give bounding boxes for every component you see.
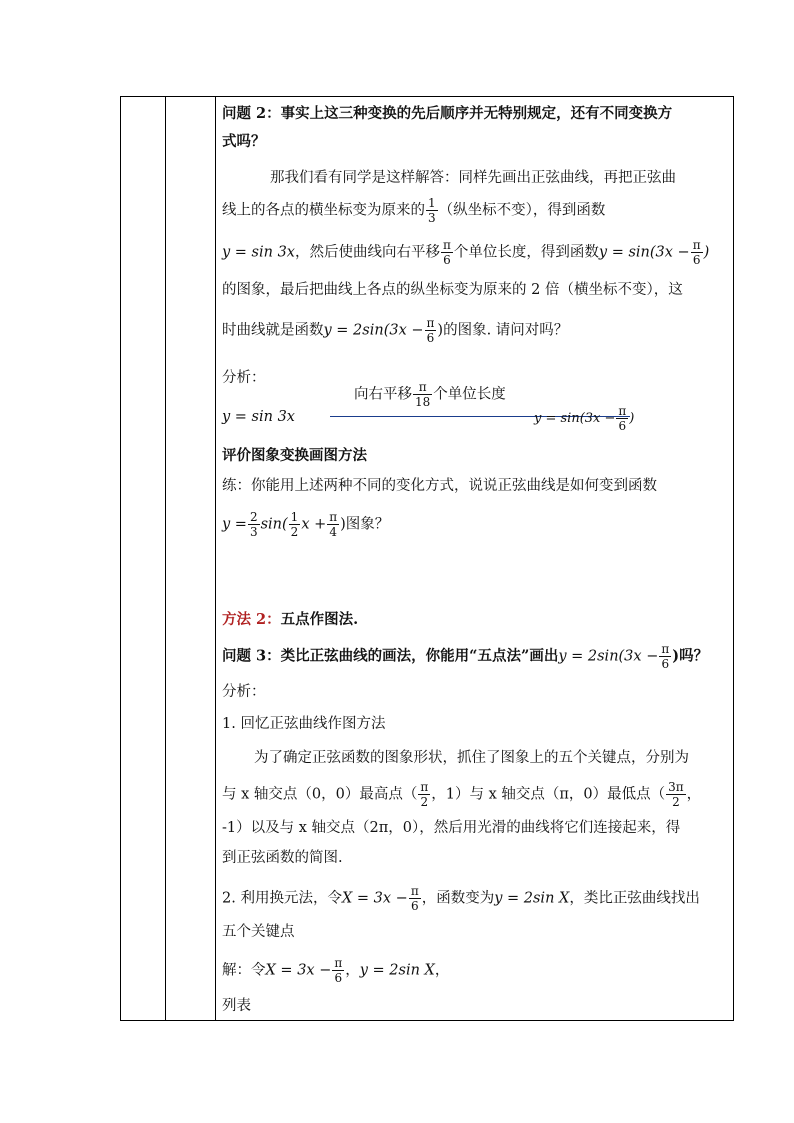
para1-line1: 那我们看有同学是这样解答：同样先画出正弦曲线，再把正弦曲 <box>270 170 676 186</box>
arrow-label: 向右平移 $\frac{\pi}{18}$ 个单位长度 <box>354 380 506 409</box>
fraction: $\frac{\pi}{6}$ <box>661 642 670 671</box>
fraction: $\frac{\pi}{6}$ <box>410 884 419 913</box>
fraction: $\frac{\pi}{2}$ <box>420 780 429 809</box>
solution-line: 解：令X = 3x − $\frac{\pi}{6}$ ，y = 2sin X， <box>222 956 450 985</box>
analysis2-label: 分析： <box>222 684 266 700</box>
method2-heading: 方法 2：五点作图法. <box>222 611 359 628</box>
step2-line2: 五个关键点 <box>222 924 295 940</box>
para1-line4: 的图象，最后把曲线上各点的纵坐标变为原来的 2 倍（横坐标不变），这 <box>222 282 683 298</box>
fraction: $\frac{\pi}{6}$ <box>618 404 627 433</box>
fraction: $\frac{\pi}{18}$ <box>415 380 431 409</box>
step2-line1: 2. 利用换元法，令X = 3x − $\frac{\pi}{6}$ ，函数变为y = 2sin X，类比正弦曲线找出 <box>222 884 700 913</box>
p1-line1: 为了确定正弦函数的图象形状，抓住了图象上的五个关键点，分别为 <box>254 750 689 766</box>
table-frame <box>120 96 734 1021</box>
step1: 1. 回忆正弦曲线作图方法 <box>222 716 386 732</box>
exercise-line1: 练：你能用上述两种不同的变化方式，说说正弦曲线是如何变到函数 <box>222 478 657 494</box>
column-divider-2 <box>215 97 216 1020</box>
para1-line3: y = sin 3x，然后使曲线向右平移 $\frac{\pi}{6}$ 个单位长度，得到函数y = sin(3x − $\frac{\pi}{6}$ ) <box>222 238 710 267</box>
fraction: $\frac{2}{3}$ <box>249 510 258 539</box>
fraction: $\frac{\pi}{6}$ <box>334 956 343 985</box>
q3-line: 问题 3：类比正弦曲线的画法，你能用“五点法”画出y = 2sin(3x − $\frac{\pi}{6}$ )吗？ <box>222 642 709 671</box>
fraction: $\frac{\pi}{6}$ <box>426 316 435 345</box>
para1-line5: 时曲线就是函数y = 2sin(3x − $\frac{\pi}{6}$ )的图象. 请问对吗？ <box>222 316 569 345</box>
q2-line1: 问题 2：事实上这三种变换的先后顺序并无特别规定，还有不同变换方 <box>222 105 673 122</box>
method2-label: 方法 2： <box>222 611 281 628</box>
fraction: $\frac{1}{2}$ <box>290 510 299 539</box>
fraction: $\frac{1}{3}$ <box>428 196 436 225</box>
from-function: y = sin 3x <box>222 409 295 425</box>
fraction: $\frac{3\pi}{2}$ <box>668 780 684 809</box>
para1-line2: 线上的各点的横坐标变为原来的 $\frac{1}{3}$ （纵坐标不变），得到函数 <box>222 196 606 225</box>
exercise-line2: y = $\frac{2}{3}$ sin( $\frac{1}{2}$ x + $\frac{\pi}{4}$ )图象？ <box>222 510 390 539</box>
fraction: $\frac{\pi}{6}$ <box>692 238 701 267</box>
table-label: 列表 <box>222 998 251 1014</box>
to-function: y = sin(3x − $\frac{\pi}{6}$ ) <box>534 404 635 433</box>
column-divider-1 <box>165 97 166 1020</box>
p1-line3: -1）以及与 x 轴交点（2π，0），然后用光滑的曲线将它们连接起来，得 <box>222 820 681 836</box>
p1-line4: 到正弦函数的简图. <box>222 850 343 866</box>
analysis1-label: 分析： <box>222 370 266 386</box>
fraction: $\frac{\pi}{4}$ <box>329 510 338 539</box>
p1-line2: 与 x 轴交点（0，0）最高点（ $\frac{\pi}{2}$ ，1）与 x 轴交点（π，0）最低点（ $\frac{3\pi}{2}$ ， <box>222 780 702 809</box>
evaluate-heading: 评价图象变换画图方法 <box>222 447 367 464</box>
q2-line2: 式吗？ <box>222 133 266 150</box>
fraction: $\frac{\pi}{6}$ <box>443 238 451 267</box>
